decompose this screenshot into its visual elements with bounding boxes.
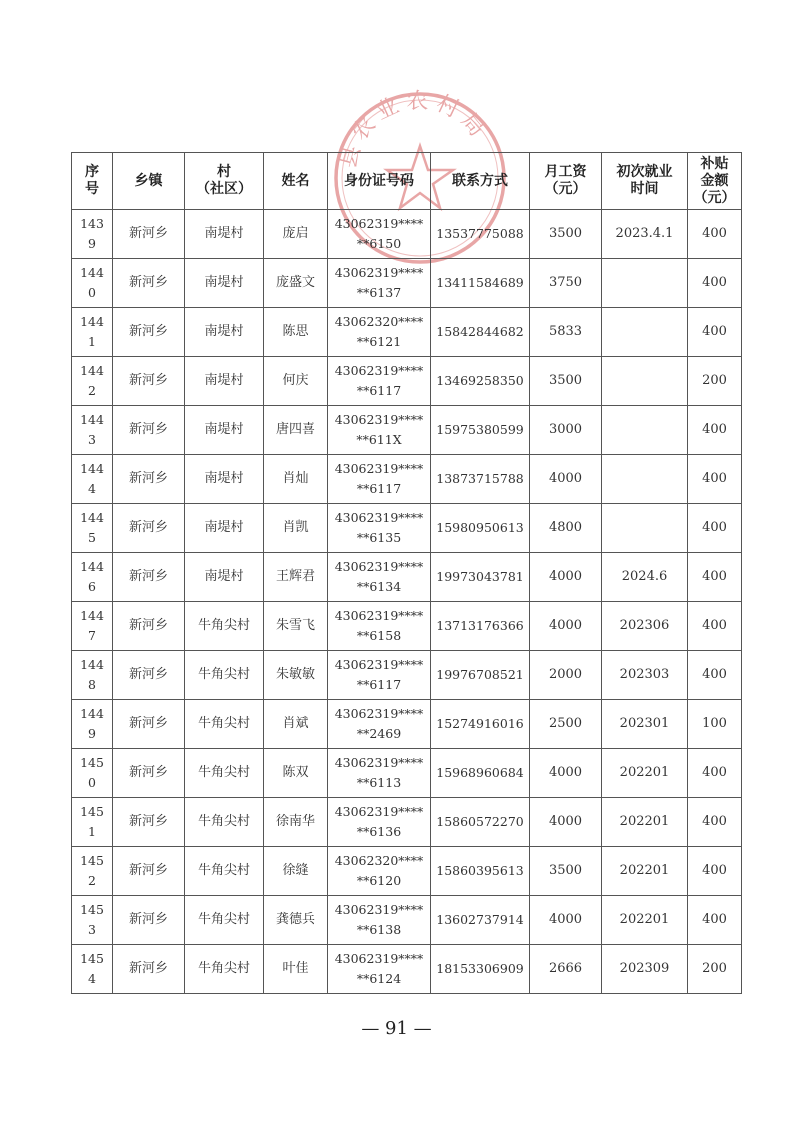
- township-cell: 新河乡: [113, 847, 185, 896]
- first-employment-cell: [602, 455, 688, 504]
- first-employment-cell: 202306: [602, 602, 688, 651]
- first-employment-cell: 202201: [602, 749, 688, 798]
- township-cell: 新河乡: [113, 945, 185, 994]
- village-cell: 南堤村: [185, 553, 264, 602]
- township-cell: 新河乡: [113, 651, 185, 700]
- village-cell: 南堤村: [185, 357, 264, 406]
- wage-cell: 3500: [530, 210, 602, 259]
- name-cell: 徐南华: [264, 798, 328, 847]
- first-employment-cell: 202201: [602, 896, 688, 945]
- seq-cell: [72, 602, 113, 651]
- subsidy-cell: 400: [688, 553, 742, 602]
- seq-text: 1440: [80, 265, 104, 300]
- township-cell: 新河乡: [113, 553, 185, 602]
- seq-text: 1454: [80, 951, 104, 986]
- seq-cell: [72, 700, 113, 749]
- table-header: [72, 153, 742, 210]
- name-cell: 陈思: [264, 308, 328, 357]
- name-cell: 庞盛文: [264, 259, 328, 308]
- id-number-text: 43062319******6124: [334, 951, 424, 986]
- village-cell: 牛角尖村: [185, 602, 264, 651]
- seq-cell: [72, 945, 113, 994]
- township-cell: 新河乡: [113, 455, 185, 504]
- name-cell: 朱敏敏: [264, 651, 328, 700]
- contact-cell: 13537775088: [431, 210, 530, 259]
- first-employment-cell: [602, 504, 688, 553]
- id-number-text: 43062319******6158: [334, 608, 424, 643]
- first-employment-cell: [602, 259, 688, 308]
- wage-cell: 4000: [530, 455, 602, 504]
- id-number-cell: [328, 406, 431, 455]
- wage-cell: 2500: [530, 700, 602, 749]
- village-cell: 牛角尖村: [185, 896, 264, 945]
- seq-text: 1450: [80, 755, 104, 790]
- village-cell: 南堤村: [185, 259, 264, 308]
- village-cell: 南堤村: [185, 455, 264, 504]
- seq-cell: [72, 504, 113, 553]
- name-cell: 王辉君: [264, 553, 328, 602]
- id-number-text: 43062319******611X: [334, 412, 424, 447]
- id-number-cell: [328, 455, 431, 504]
- seq-text: 1453: [80, 902, 104, 937]
- id-number-text: 43062320******6120: [334, 853, 424, 888]
- name-cell: 龚德兵: [264, 896, 328, 945]
- id-number-cell: [328, 700, 431, 749]
- seq-text: 1442: [80, 363, 104, 398]
- contact-cell: 13713176366: [431, 602, 530, 651]
- id-number-text: 43062319******6135: [334, 510, 424, 545]
- subsidy-cell: 400: [688, 455, 742, 504]
- table-row: [72, 308, 742, 357]
- subsidy-cell: 400: [688, 896, 742, 945]
- seq-text: 1445: [80, 510, 104, 545]
- id-number-cell: [328, 504, 431, 553]
- name-cell: 唐四喜: [264, 406, 328, 455]
- first-employment-cell: 2024.6: [602, 553, 688, 602]
- contact-cell: 15968960684: [431, 749, 530, 798]
- table-row: [72, 749, 742, 798]
- seq-text: 1446: [80, 559, 104, 594]
- id-number-text: 43062319******6117: [334, 657, 424, 692]
- table-row: [72, 896, 742, 945]
- name-cell: 徐缝: [264, 847, 328, 896]
- first-employment-cell: 202309: [602, 945, 688, 994]
- header-contact: 联系方式: [431, 153, 530, 210]
- table-row: [72, 847, 742, 896]
- header-seq: 序 号: [72, 153, 113, 210]
- id-number-text: 43062319******6136: [334, 804, 424, 839]
- svg-text:县农业农村局: 县农业农村局: [336, 89, 494, 171]
- subsidy-cell: 100: [688, 700, 742, 749]
- table-row: [72, 602, 742, 651]
- subsidy-cell: 400: [688, 210, 742, 259]
- name-cell: 肖灿: [264, 455, 328, 504]
- wage-cell: 4000: [530, 553, 602, 602]
- table-row: [72, 553, 742, 602]
- first-employment-cell: [602, 308, 688, 357]
- first-employment-cell: [602, 406, 688, 455]
- subsidy-cell: 200: [688, 357, 742, 406]
- subsidy-cell: 400: [688, 259, 742, 308]
- id-number-cell: [328, 259, 431, 308]
- subsidy-cell: 400: [688, 406, 742, 455]
- id-number-text: 43062319******2469: [334, 706, 424, 741]
- seq-text: 1444: [80, 461, 104, 496]
- wage-cell: 4000: [530, 749, 602, 798]
- contact-cell: 15842844682: [431, 308, 530, 357]
- subsidy-cell: 200: [688, 945, 742, 994]
- id-number-text: 43062319******6137: [334, 265, 424, 300]
- first-employment-cell: 202303: [602, 651, 688, 700]
- header-id-number: 身份证号码: [328, 153, 431, 210]
- id-number-text: 43062319******6117: [334, 461, 424, 496]
- wage-cell: 4800: [530, 504, 602, 553]
- seq-cell: [72, 210, 113, 259]
- subsidy-cell: 400: [688, 504, 742, 553]
- name-cell: 肖凯: [264, 504, 328, 553]
- wage-cell: 3500: [530, 357, 602, 406]
- name-cell: 何庆: [264, 357, 328, 406]
- header-row: [72, 153, 742, 210]
- id-number-cell: [328, 553, 431, 602]
- village-cell: 南堤村: [185, 210, 264, 259]
- township-cell: 新河乡: [113, 210, 185, 259]
- village-cell: 牛角尖村: [185, 749, 264, 798]
- contact-cell: 15860572270: [431, 798, 530, 847]
- name-cell: 陈双: [264, 749, 328, 798]
- village-cell: 南堤村: [185, 308, 264, 357]
- subsidy-cell: 400: [688, 602, 742, 651]
- id-number-cell: [328, 210, 431, 259]
- village-cell: 牛角尖村: [185, 651, 264, 700]
- seq-cell: [72, 896, 113, 945]
- seq-text: 1452: [80, 853, 104, 888]
- contact-cell: 18153306909: [431, 945, 530, 994]
- id-number-cell: [328, 357, 431, 406]
- table-row: [72, 798, 742, 847]
- table-row: [72, 700, 742, 749]
- header-monthly-wage: 月工资 （元）: [530, 153, 602, 210]
- seq-cell: [72, 259, 113, 308]
- contact-cell: 19973043781: [431, 553, 530, 602]
- contact-cell: 19976708521: [431, 651, 530, 700]
- id-number-cell: [328, 945, 431, 994]
- header-first-employment: 初次就业 时间: [602, 153, 688, 210]
- township-cell: 新河乡: [113, 504, 185, 553]
- seq-text: 1441: [80, 314, 104, 349]
- name-cell: 庞启: [264, 210, 328, 259]
- wage-cell: 3500: [530, 847, 602, 896]
- wage-cell: 2666: [530, 945, 602, 994]
- village-cell: 南堤村: [185, 504, 264, 553]
- village-cell: 牛角尖村: [185, 945, 264, 994]
- first-employment-cell: 202201: [602, 798, 688, 847]
- township-cell: 新河乡: [113, 602, 185, 651]
- first-employment-cell: 202201: [602, 847, 688, 896]
- id-number-cell: [328, 308, 431, 357]
- seq-text: 1449: [80, 706, 104, 741]
- subsidy-cell: 400: [688, 749, 742, 798]
- contact-cell: 15860395613: [431, 847, 530, 896]
- seq-cell: [72, 847, 113, 896]
- table-row: [72, 210, 742, 259]
- id-number-text: 43062319******6150: [334, 216, 424, 251]
- wage-cell: 4000: [530, 896, 602, 945]
- village-cell: 牛角尖村: [185, 847, 264, 896]
- seq-text: 1439: [80, 216, 104, 251]
- table-row: [72, 945, 742, 994]
- contact-cell: 15975380599: [431, 406, 530, 455]
- id-number-cell: [328, 798, 431, 847]
- village-cell: 南堤村: [185, 406, 264, 455]
- contact-cell: 13602737914: [431, 896, 530, 945]
- seq-text: 1448: [80, 657, 104, 692]
- contact-cell: 13469258350: [431, 357, 530, 406]
- id-number-cell: [328, 749, 431, 798]
- id-number-cell: [328, 602, 431, 651]
- contact-cell: 15274916016: [431, 700, 530, 749]
- township-cell: 新河乡: [113, 308, 185, 357]
- contact-cell: 13873715788: [431, 455, 530, 504]
- seq-cell: [72, 308, 113, 357]
- id-number-text: 43062319******6138: [334, 902, 424, 937]
- wage-cell: 4000: [530, 798, 602, 847]
- page-number: — 91 —: [361, 1018, 432, 1039]
- seq-cell: [72, 455, 113, 504]
- seq-text: 1447: [80, 608, 104, 643]
- table-row: [72, 259, 742, 308]
- first-employment-cell: 202301: [602, 700, 688, 749]
- wage-cell: 2000: [530, 651, 602, 700]
- id-number-cell: [328, 896, 431, 945]
- first-employment-cell: [602, 357, 688, 406]
- subsidy-cell: 400: [688, 847, 742, 896]
- wage-cell: 3000: [530, 406, 602, 455]
- header-township: 乡镇: [113, 153, 185, 210]
- seq-cell: [72, 357, 113, 406]
- name-cell: 叶佳: [264, 945, 328, 994]
- subsidy-table: [71, 152, 742, 994]
- table-row: [72, 406, 742, 455]
- seq-cell: [72, 406, 113, 455]
- seq-text: 1451: [80, 804, 104, 839]
- id-number-cell: [328, 847, 431, 896]
- name-cell: 肖斌: [264, 700, 328, 749]
- seq-cell: [72, 798, 113, 847]
- township-cell: 新河乡: [113, 259, 185, 308]
- township-cell: 新河乡: [113, 798, 185, 847]
- seq-cell: [72, 553, 113, 602]
- subsidy-cell: 400: [688, 651, 742, 700]
- table-row: [72, 357, 742, 406]
- township-cell: 新河乡: [113, 406, 185, 455]
- wage-cell: 4000: [530, 602, 602, 651]
- wage-cell: 5833: [530, 308, 602, 357]
- contact-cell: 13411584689: [431, 259, 530, 308]
- village-cell: 牛角尖村: [185, 798, 264, 847]
- village-cell: 牛角尖村: [185, 700, 264, 749]
- first-employment-cell: 2023.4.1: [602, 210, 688, 259]
- wage-cell: 3750: [530, 259, 602, 308]
- header-village: 村 （社区）: [185, 153, 264, 210]
- id-number-text: 43062319******6117: [334, 363, 424, 398]
- township-cell: 新河乡: [113, 749, 185, 798]
- header-name: 姓名: [264, 153, 328, 210]
- header-subsidy-amount: 补贴 金额 （元）: [688, 153, 742, 210]
- table-row: [72, 651, 742, 700]
- id-number-text: 43062319******6134: [334, 559, 424, 594]
- table-row: [72, 504, 742, 553]
- subsidy-cell: 400: [688, 798, 742, 847]
- township-cell: 新河乡: [113, 357, 185, 406]
- name-cell: 朱雪飞: [264, 602, 328, 651]
- id-number-text: 43062320******6121: [334, 314, 424, 349]
- id-number-cell: [328, 651, 431, 700]
- township-cell: 新河乡: [113, 896, 185, 945]
- table-body: [72, 210, 742, 994]
- id-number-text: 43062319******6113: [334, 755, 424, 790]
- seq-text: 1443: [80, 412, 104, 447]
- township-cell: 新河乡: [113, 700, 185, 749]
- seq-cell: [72, 749, 113, 798]
- contact-cell: 15980950613: [431, 504, 530, 553]
- seq-cell: [72, 651, 113, 700]
- table-row: [72, 455, 742, 504]
- subsidy-cell: 400: [688, 308, 742, 357]
